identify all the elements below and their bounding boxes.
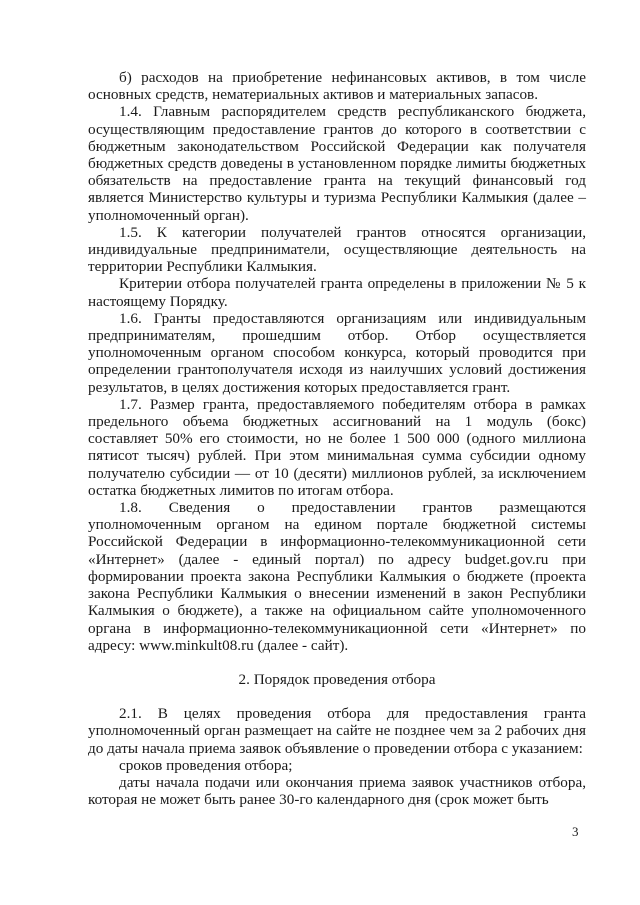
- document-body: [88, 69, 586, 808]
- paragraph-expenses-b: б) расходов на приобретение нефинансовых активов, в том числе основных средств, нематериальных активов и материальных запасов.: [88, 69, 586, 104]
- paragraph-1-7: 1.7. Размер гранта, предоставляемого победителям отбора в рамках предельного объема бюджетных ассигнований на 1 модуль (бокс) составляет 50% его стоимости, но не более 1 500 000 (одного миллиона пятисот тысяч) рублей. При этом минимальная сумма субсидии одному получателю субсидии — от 10 (десяти) миллионов рублей, за исключением остатка бюджетных лимитов по итогам отбора.: [88, 395, 586, 499]
- paragraph-2-1: 2.1. В целях проведения отбора для предоставления гранта уполномоченный орган размещает на сайте не позднее чем за 2 рабочих дня до даты начала приема заявок объявление о проведении отбора с указанием:: [88, 705, 586, 757]
- paragraph-1-6: 1.6. Гранты предоставляются организациям или индивидуальным предпринимателям, прошедшим отбор. Отбор осуществляется уполномоченным органом способом конкурса, который проводится при определении грантополучателя исходя из наилучших условий достижения результатов, в целях достижения которых предоставляется грант.: [88, 309, 586, 396]
- paragraph-criteria: Критерии отбора получателей гранта определены в приложении № 5 к настоящему Порядку.: [88, 275, 586, 310]
- paragraph-application-dates: даты начала подачи или окончания приема заявок участников отбора, которая не может быть ранее 30-го календарного дня (срок может быть: [88, 773, 586, 809]
- page-number: 3: [572, 824, 579, 839]
- paragraph-1-4: 1.4. Главным распорядителем средств республиканского бюджета, осуществляющим предоставление грантов до которого в соответствии с бюджетным законодательством Российской Федерации как получателя бюджетных средств доведены в установленном порядке лимиты бюджетных обязательств на предоставление гранта на текущий финансовый год является Министерство культуры и туризма Республики Калмыкия (далее – уполномоченный орган).: [88, 103, 586, 224]
- section-heading: 2. Порядок проведения отбора: [238, 670, 436, 688]
- paragraph-1-5: 1.5. К категории получателей грантов относятся организации, индивидуальные предприниматели, осуществляющие деятельность на территории Республики Калмыкия.: [88, 223, 586, 276]
- paragraph-1-8: 1.8. Сведения о предоставлении грантов размещаются уполномоченным органом на едином портале бюджетной системы Российской Федерации в информационно-телекоммуникационной сети «Интернет» (далее - единый портал) по адресу budget.gov.ru при формировании проекта закона Республики Калмыкия о бюджете (проекта закона Республики Калмыкия о внесении изменений в закон Республики Калмыкия о бюджете), а также на официальном сайте уполномоченного органа в информационно-телекоммуникационной сети «Интернет» по адресу: www.minkult08.ru (далее - сайт).: [88, 499, 586, 654]
- paragraph-selection-dates: сроков проведения отбора;: [119, 756, 293, 774]
